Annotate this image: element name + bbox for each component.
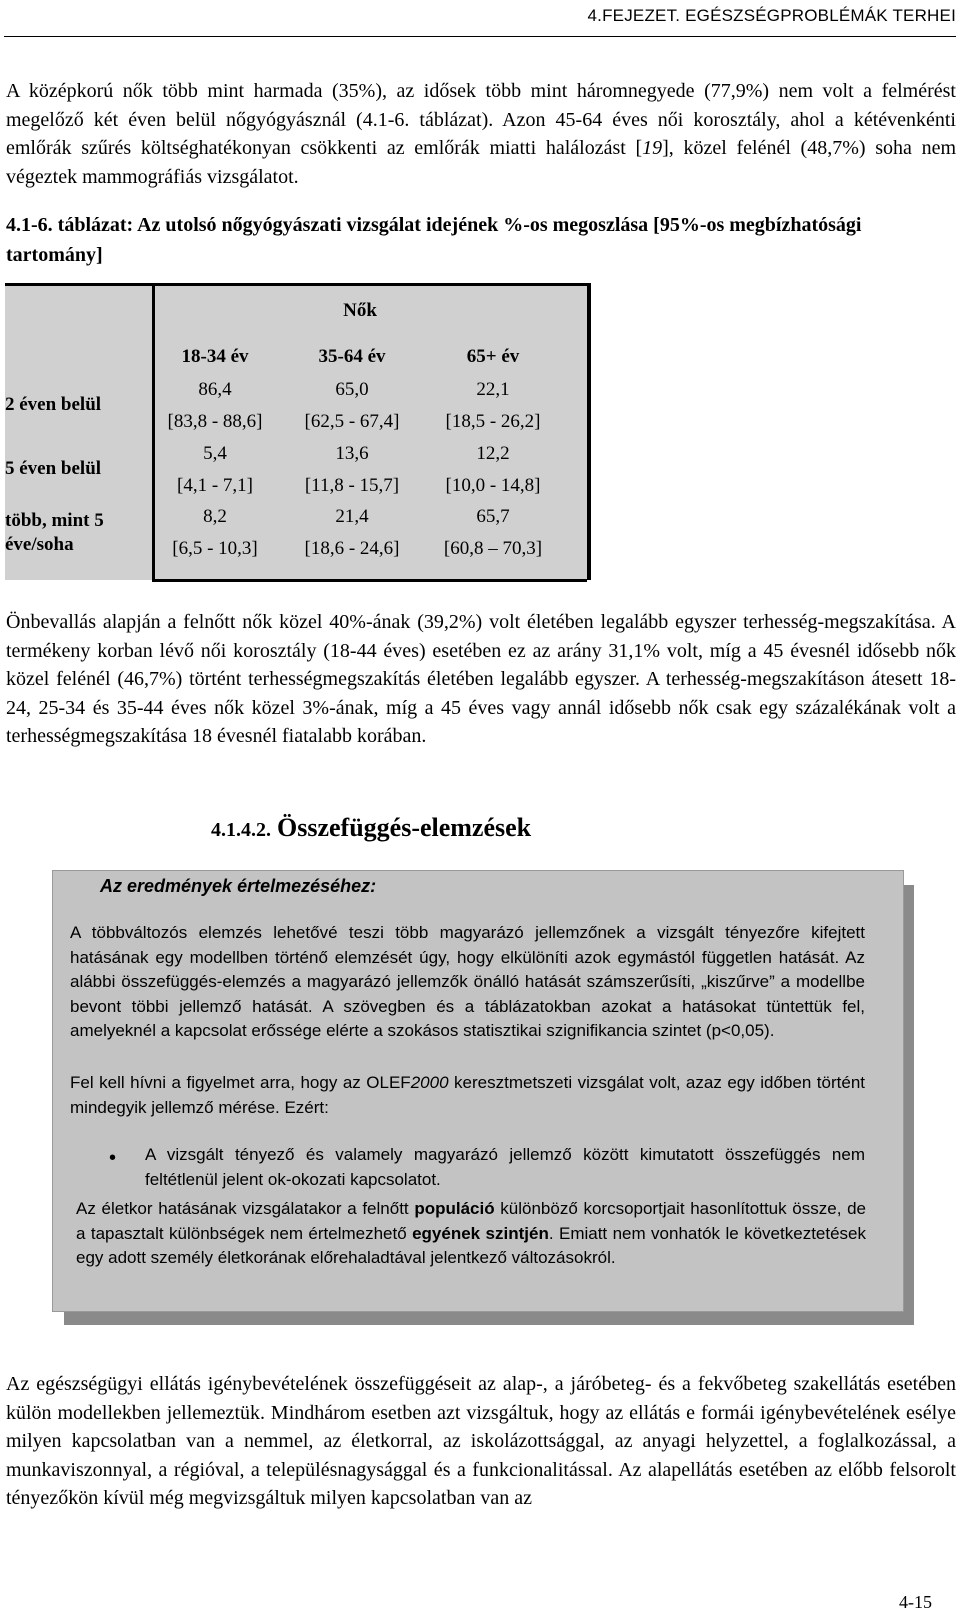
table-cell: 21,4: [335, 506, 369, 527]
info-box: [52, 870, 904, 1312]
table-divider: [152, 286, 155, 580]
table-cell-ci: [10,0 - 14,8]: [445, 475, 541, 496]
info-box-paragraph: Az életkor hatásának vizsgálatakor a felnőtt populáció különböző korcsoportjait hasonlítottuk össze, de a tapasztalt különbségek nem értelmezhető egyének szintjén. Emiatt nem vonhatók le következtetések egy adott személy életkorának előrehaladtával jelentkező változásokról.: [76, 1199, 867, 1267]
row-label: 5 éven belül: [5, 458, 102, 479]
table-cell: 65,0: [335, 379, 369, 400]
table-cell-ci: [62,5 - 67,4]: [304, 411, 400, 432]
info-box-bullet: A vizsgált tényező és valamely magyarázó jellemző között kimutatott összefüggés nem feltétlenül jelent ok-okozati kapcsolatot.: [145, 1145, 865, 1189]
table-cell: 22,1: [476, 379, 510, 400]
table-cell-ci: [4,1 - 7,1]: [177, 475, 253, 496]
data-table: [5, 283, 591, 580]
row-label: 2 éven belül: [5, 394, 102, 415]
running-header: 4.FEJEZET. EGÉSZSÉGPROBLÉMÁK TERHEI: [587, 6, 956, 25]
info-box-paragraph: Fel kell hívni a figyelmet arra, hogy az OLEF2000 keresztmetszeti vizsgálat volt, azaz egy időben történt mindegyik jellemző mérése. Ezért:: [70, 1073, 866, 1117]
table-cell-ci: [83,8 - 88,6]: [167, 411, 263, 432]
table-cell-ci: [60,8 – 70,3]: [443, 538, 543, 559]
bullet-icon: •: [109, 1147, 117, 1169]
table-cell: 65,7: [476, 506, 510, 527]
table-cell-ci: [6,5 - 10,3]: [172, 538, 258, 559]
page-number: 4-15: [899, 1592, 932, 1612]
row-label: éve/soha: [5, 534, 74, 555]
column-header: 35-64 év: [318, 346, 386, 367]
header-divider: [4, 36, 956, 37]
table-cell: 86,4: [198, 379, 232, 400]
table-caption: 4.1-6. táblázat: Az utolsó nőgyógyászati vizsgálat idejének %-os megoszlása [95%-os megbízhatósági tartomány]: [6, 214, 862, 266]
table-cell: 12,2: [476, 443, 510, 464]
table-cell-ci: [18,6 - 24,6]: [304, 538, 400, 559]
table-bottom-border: [152, 579, 587, 582]
group-header: Nők: [343, 300, 377, 321]
section-heading: [211, 813, 531, 843]
pregnancy-paragraph: Önbevallás alapján a felnőtt nők közel 40%-ának (39,2%) volt életében legalább egyszer terhesség-megszakítása. A termékeny korban lévő női korosztály (18-44 éves) esetében ez az arány 31,1% volt, míg a 45 évesnél idősebb nők közel felénél (46,7%) történt terhességmegszakítás életében legalább egyszer. A terhesség-megszakításon átesett 18-24, 25-34 és 35-44 éves nők közel 3%-ának, míg a 45 éves vagy annál idősebb nők csak egy százalékának volt a terhességmegszakítása 18 évesnél fiatalabb korában.: [6, 611, 956, 747]
table-cell: 13,6: [335, 443, 369, 464]
intro-paragraph: A középkorú nők több mint harmada (35%), az idősek több mint háromnegyede (77,9%) nem volt a felmérést megelőző két éven belül nőgyógyásznál (4.1-6. táblázat). Azon 45-64 éves női korosztály, ahol a kétévenkénti emlőrák szűrés költséghatékonyan csökkenti az emlőrák miatti halálozást [19], közel felénél (48,7%) soha nem végeztek mammográfiás vizsgálatot.: [6, 80, 956, 188]
column-header: 18-34 év: [181, 346, 249, 367]
care-paragraph: Az egészségügyi ellátás igénybevételének összefüggéseit az alap-, a járóbeteg- és a fekvőbeteg szakellátás esetében külön modellekben jellemeztük. Mindhárom esetben azt vizsgáltuk, hogy az ellátás e formái igénybevételének esélye milyen kapcsolatban van a nemmel, az életkorral, az iskolázottsággal, az anyagi helyzettel, a foglalkozással, a munkaviszonnyal, a régióval, a településnagysággal és a funkcionalitással. Az alapellátás esetében az előbb felsorolt tényezőkön kívül még megvizsgáltuk milyen kapcsolatban van az: [6, 1373, 956, 1509]
table-cell-ci: [11,8 - 15,7]: [304, 475, 400, 496]
row-label: több, mint 5: [5, 510, 104, 531]
table-cell: 8,2: [203, 506, 227, 527]
info-box-paragraph: A többváltozós elemzés lehetővé teszi több magyarázó jellemzőnek a vizsgált tényezőre kifejtett hatásának egy modellben történő elemzését úgy, hogy elkülöníti azok egymástól független hatását. Az alábbi összefüggés-elemzés a magyarázó jellemzők önálló hatását számszerűsíti, „kiszűrve” a modellbe bevont többi jellemző hatását. A szövegben és a táblázatokban azokat a hatásokat tüntettük fel, amelyeknél a kapcsolat erőssége elérte a szokásos statisztikai szignifikancia szintet (p<0,05).: [70, 923, 865, 1040]
column-header: 65+ év: [466, 346, 520, 367]
reference-number: 19: [642, 137, 663, 159]
section-number: 4.1.4.2.: [211, 819, 271, 841]
section-title: Összefüggés-elemzések: [277, 813, 532, 842]
table-cell-ci: [18,5 - 26,2]: [445, 411, 541, 432]
info-box-title: Az eredmények értelmezéséhez:: [100, 876, 377, 896]
table-cell: 5,4: [203, 443, 227, 464]
